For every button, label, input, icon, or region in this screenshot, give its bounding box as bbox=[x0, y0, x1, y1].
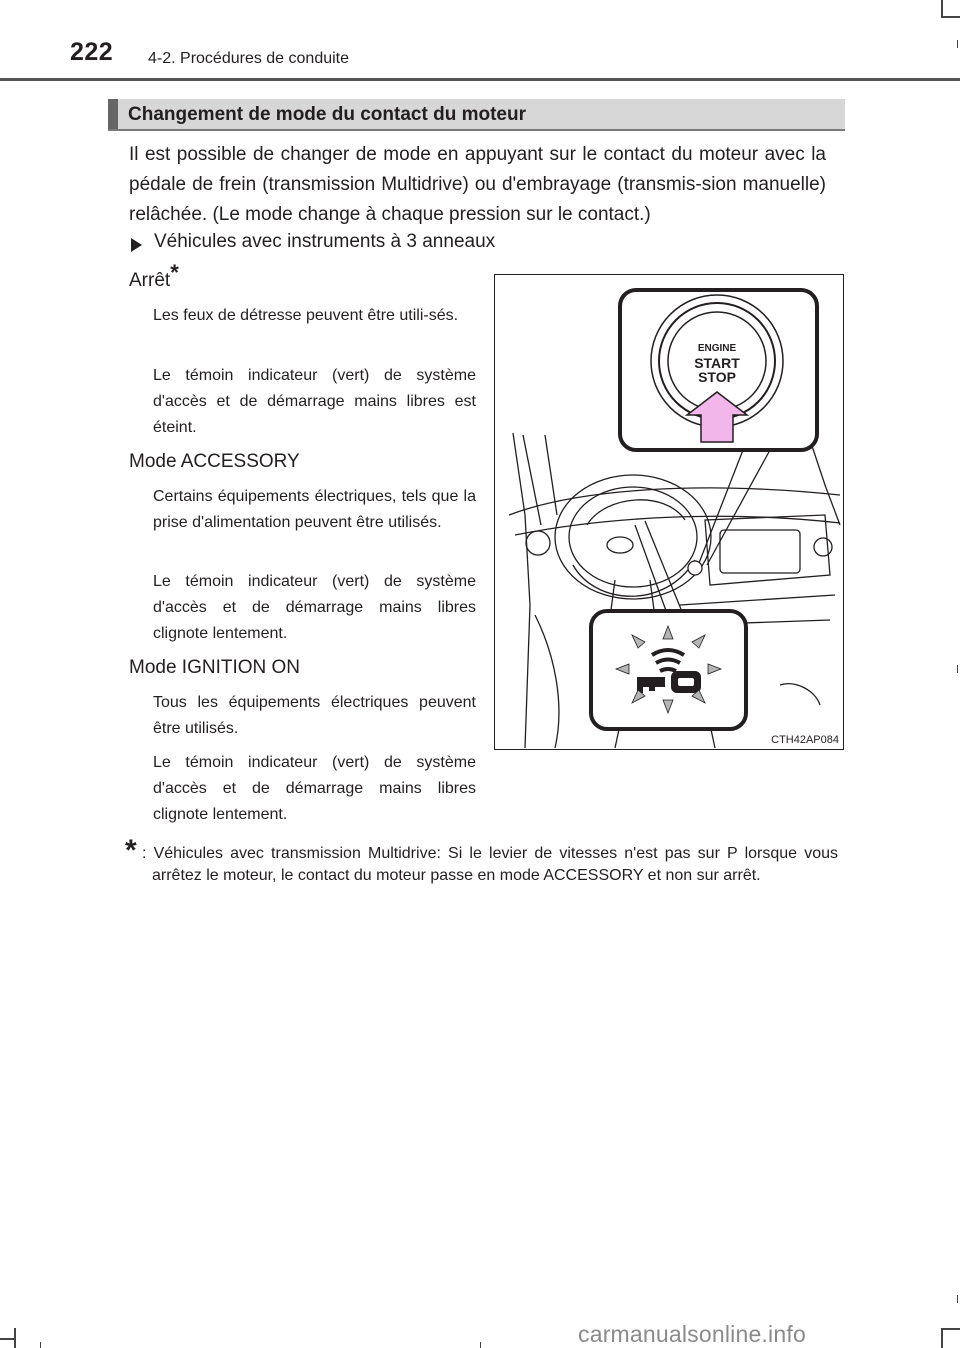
figure-code: CTH42AP084 bbox=[771, 734, 839, 746]
header-rule bbox=[0, 78, 960, 81]
crop-mark bbox=[0, 1338, 16, 1340]
button-label-start: START bbox=[694, 355, 740, 371]
crop-mark bbox=[480, 1342, 481, 1348]
page-number: 222 bbox=[70, 38, 114, 66]
triangle-bullet-icon bbox=[131, 238, 142, 252]
mode-off-desc-2: Le témoin indicateur (vert) de système d'accès et de démarrage mains libres est éteint. bbox=[153, 367, 476, 436]
button-label-stop: STOP bbox=[698, 369, 736, 385]
subheading: Véhicules avec instruments à 3 anneaux bbox=[154, 231, 496, 252]
crop-mark bbox=[957, 1295, 958, 1303]
mode-off-desc-1: Les feux de détresse peuvent être utili-sés. bbox=[153, 307, 459, 324]
mode-accessory-desc-1: Certains équipements électriques, tels que la prise d'alimentation peuvent être utilisés. bbox=[153, 488, 476, 531]
mode-title-ignition-on: Mode IGNITION ON bbox=[129, 657, 301, 678]
crop-mark bbox=[40, 1342, 41, 1348]
footnote-marker: * bbox=[170, 260, 179, 285]
mode-accessory-desc-2: Le témoin indicateur (vert) de système d'accès et de démarrage mains libres clignote lentement. bbox=[153, 573, 476, 642]
mode-ignition-desc-2: Le témoin indicateur (vert) de système d'accès et de démarrage mains libres clignote lentement. bbox=[153, 754, 476, 823]
mode-title-off-text: Arrêt bbox=[129, 270, 171, 291]
mode-title-off bbox=[129, 260, 179, 292]
mode-ignition-desc-1: Tous les équipements électriques peuvent être utilisés. bbox=[153, 694, 476, 737]
footnote-star: * bbox=[125, 834, 137, 867]
crop-mark bbox=[941, 1328, 960, 1330]
section-title: Changement de mode du contact du moteur bbox=[128, 104, 526, 125]
section-heading-bar bbox=[108, 99, 845, 131]
intro-paragraph: Il est possible de changer de mode en appuyant sur le contact du moteur avec la pédale de frein (transmission Multidrive) ou d'embrayage (transmis-sion manuelle) relâchée. (Le mode change à chaque pression sur le contact.) bbox=[129, 144, 826, 225]
dashboard-drawing bbox=[495, 275, 842, 748]
dashboard-illustration bbox=[494, 274, 844, 750]
crop-mark bbox=[941, 16, 960, 18]
button-label-engine: ENGINE bbox=[697, 343, 737, 354]
mode-title-accessory: Mode ACCESSORY bbox=[129, 451, 300, 472]
footnote-text: : Véhicules avec transmission Multidrive: Si le levier de vitesses n'est pas sur P lorsque vous arrêtez le moteur, le contact du moteur passe en mode ACCESSORY et non sur arrêt. bbox=[142, 845, 838, 884]
crop-mark bbox=[957, 40, 958, 48]
running-header: 4-2. Procédures de conduite bbox=[148, 50, 350, 67]
crop-mark bbox=[957, 665, 958, 673]
watermark: carmanualsonline.info bbox=[578, 1321, 806, 1347]
crop-mark bbox=[941, 1328, 943, 1348]
